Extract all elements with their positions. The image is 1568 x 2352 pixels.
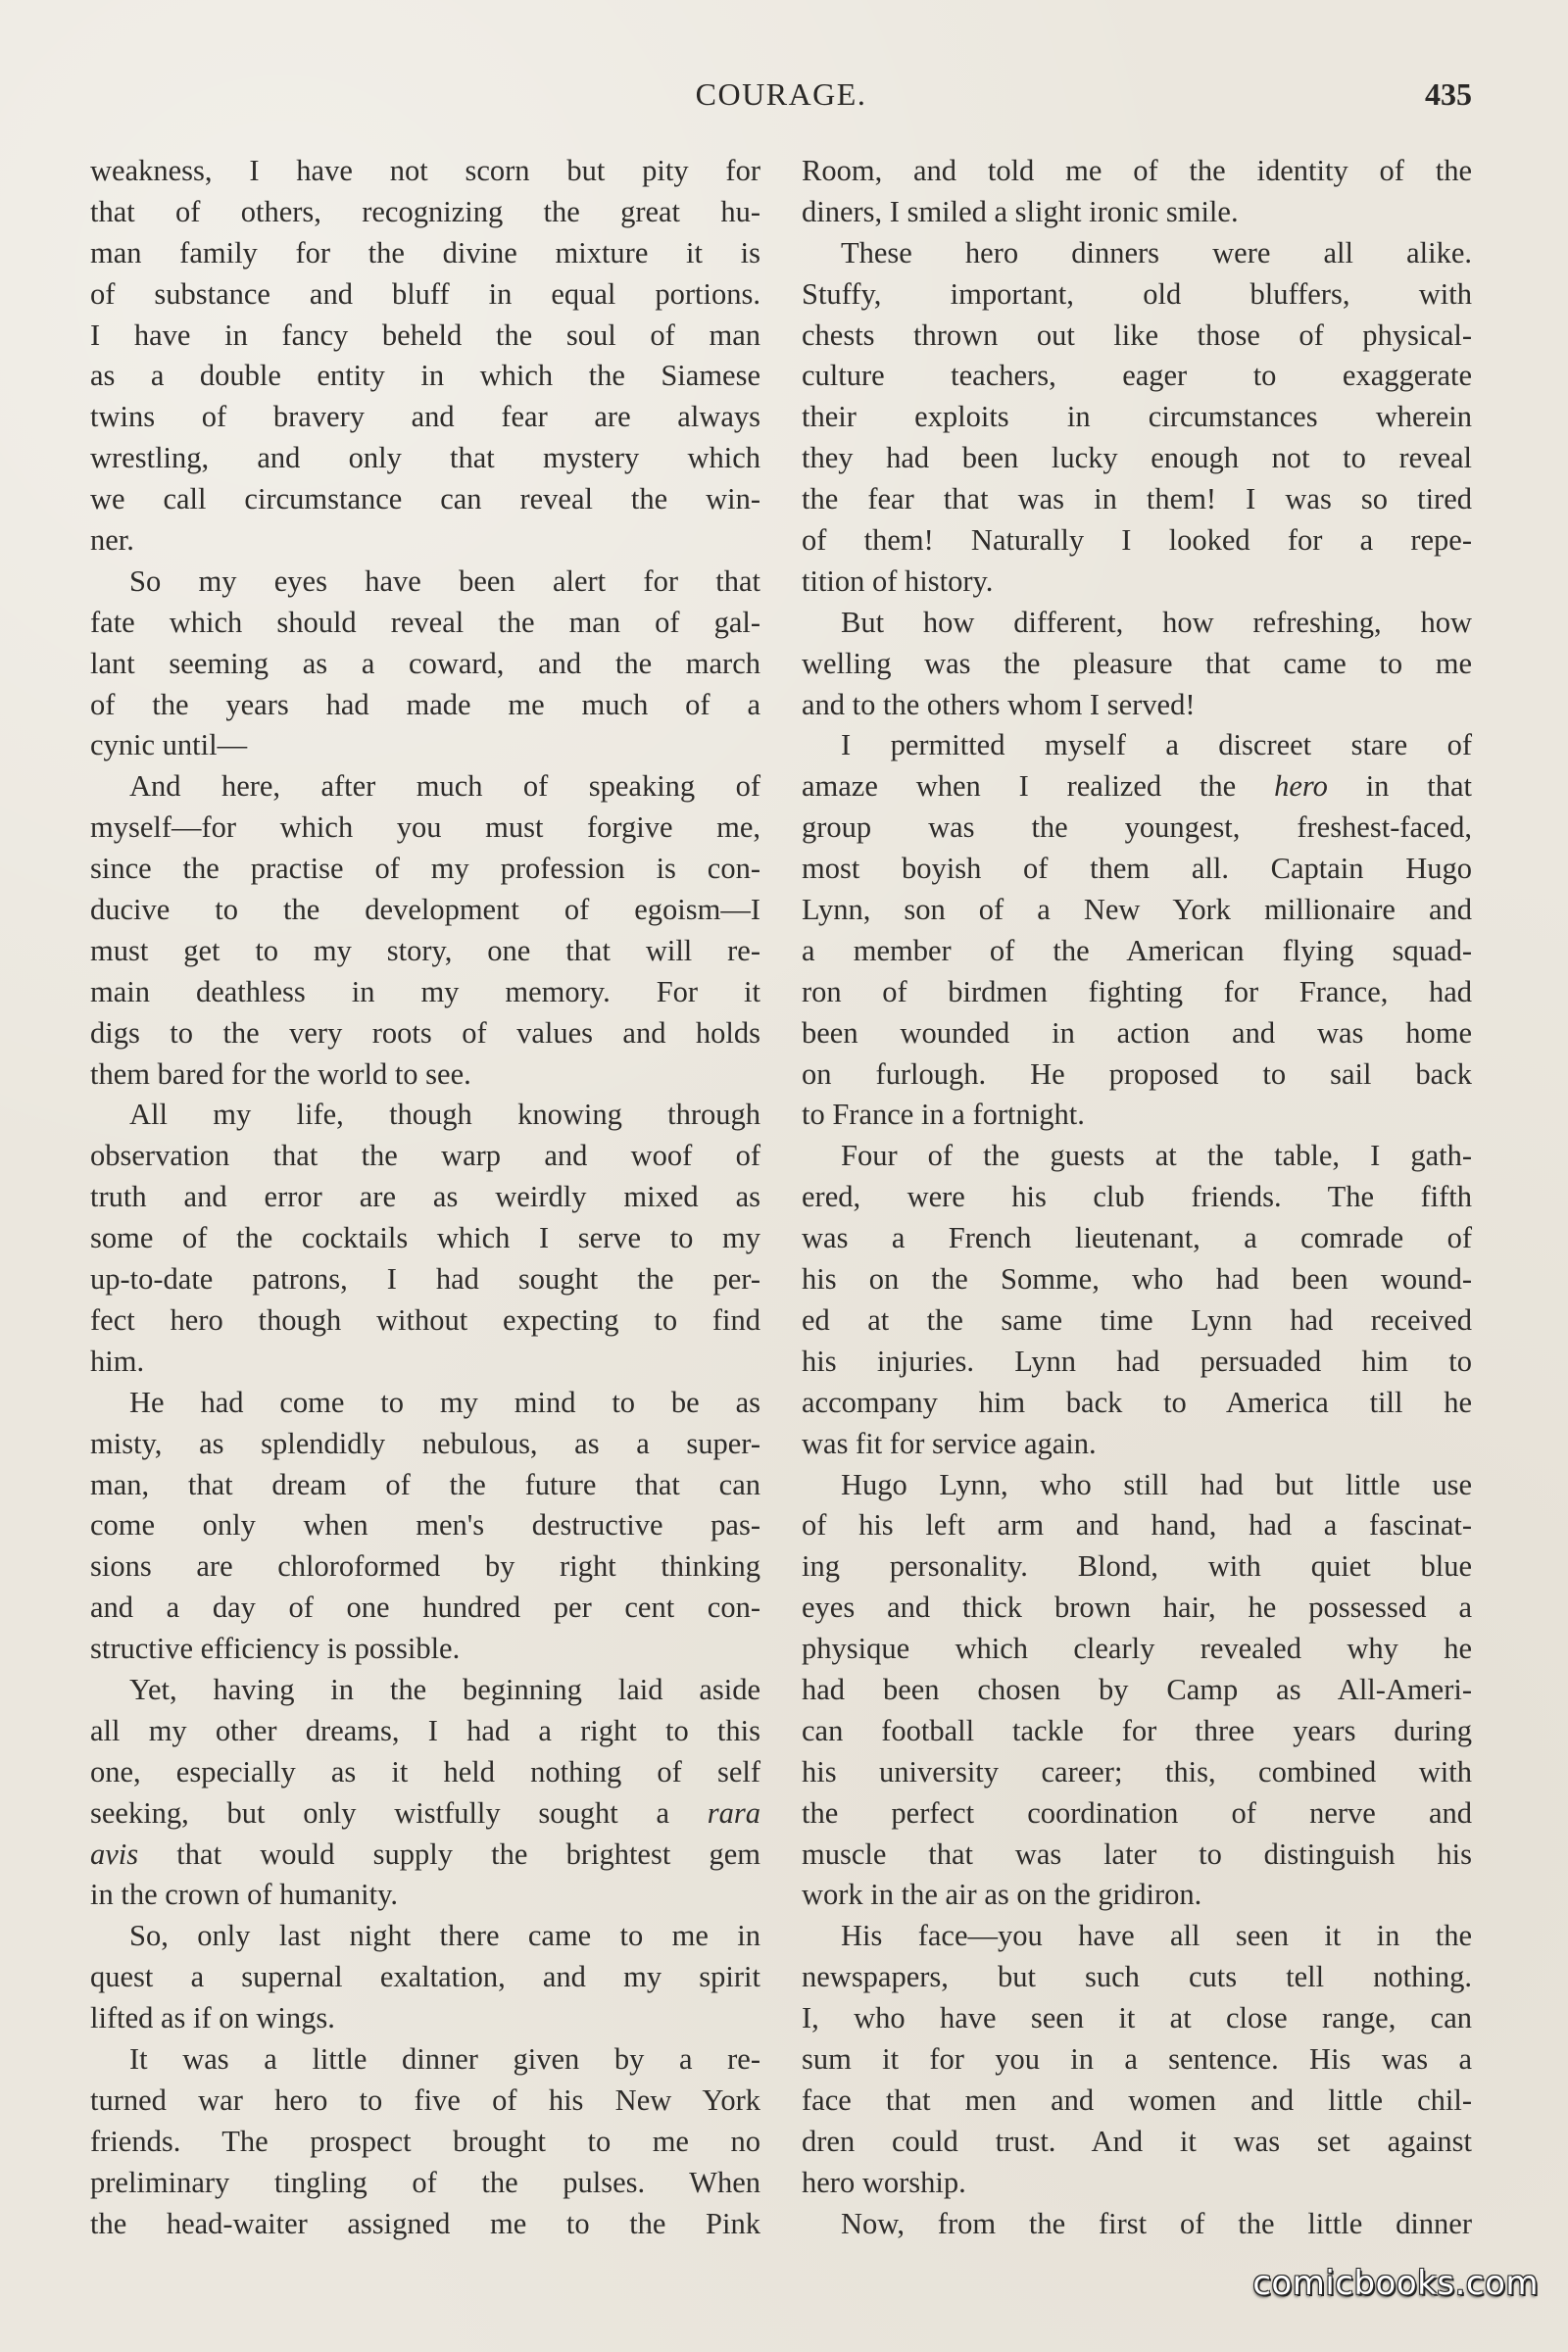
line-text: on furlough. He proposed to sail back [802,1056,1472,1091]
text-line [802,1054,1472,1096]
page-title: COURAGE. [695,76,867,112]
line-text: they had been lucky enough not to reveal [802,441,1472,475]
text-line [90,1424,760,1465]
line-text: He had come to my mind to be as [129,1385,760,1419]
text-line [802,931,1472,972]
line-text: ing personality. Blond, with quiet blue [802,1549,1472,1584]
line-text: was a French lieutenant, a comrade of [802,1221,1472,1255]
text-line [90,1957,760,1998]
text-line [802,2122,1472,2163]
line-text: twins of bravery and fear are always [90,400,760,434]
italic-word: avis [90,1837,139,1871]
text-line [90,849,760,890]
line-text: So my eyes have been alert for that [129,564,760,598]
text-line [90,274,760,316]
text-line [802,766,1472,808]
text-line [90,1835,760,1876]
line-text: ner. [90,523,134,558]
line-text: turned war hero to five of his New York [90,2082,760,2117]
line-text: his university career; this, combined with [802,1754,1472,1788]
line-text: preliminary tingling of the pulses. When [90,2165,760,2199]
line-text: Four of the guests at the table, I gath- [841,1139,1472,1173]
text-line [802,1259,1472,1300]
line-text: face that men and women and little chil- [802,2082,1472,2117]
text-line [802,644,1472,685]
line-text: But how different, how refreshing, how [841,605,1472,639]
line-text: had been chosen by Camp as All-Ameri- [802,1672,1472,1706]
line-text: his on the Somme, who had been wound- [802,1262,1472,1297]
line-text: eyes and thick brown hair, he possessed a [802,1591,1472,1625]
line-text: that would supply the brightest gem [138,1837,760,1871]
text-line [90,766,760,808]
line-text: cynic until— [90,728,248,762]
line-text: must get to my story, one that will re- [90,933,760,967]
line-text: I, who have seen it at close range, can [802,2001,1472,2035]
line-text: Yet, having in the beginning laid aside [129,1672,760,1706]
text-line [802,316,1472,357]
line-text: him. [90,1344,145,1378]
text-line [90,1136,760,1177]
text-line [90,1916,760,1957]
line-text: It was a little dinner given by a re- [129,2041,760,2076]
text-line [90,2081,760,2122]
line-text: hero worship. [802,2165,966,2199]
text-line [802,151,1472,192]
line-text: structive efficiency is possible. [90,1632,461,1666]
line-text: These hero dinners were all alike. [841,235,1472,270]
line-text: welling was the pleasure that came to me [802,646,1472,680]
text-line [90,972,760,1013]
text-line [90,1875,760,1916]
line-text: come only when men's destructive pas- [90,1508,760,1543]
text-line [802,1711,1472,1752]
text-line [90,1588,760,1629]
line-text: seeking, but only wistfully sought a [90,1795,708,1830]
text-line [90,2204,760,2245]
text-line [802,1588,1472,1629]
line-text: Lynn, son of a New York millionaire and [802,893,1472,927]
text-line [802,1383,1472,1424]
line-text: tition of history. [802,564,994,598]
line-text: accompany him back to America till he [802,1385,1472,1419]
text-line [802,1670,1472,1711]
text-line [90,808,760,849]
text-line [90,1505,760,1546]
line-text: lifted as if on wings. [90,2001,335,2035]
text-line [802,1546,1472,1588]
text-line [90,316,760,357]
line-text: Now, from the first of the little dinner [841,2206,1472,2240]
line-text: to France in a fortnight. [802,1098,1085,1132]
text-line [90,1998,760,2039]
line-text: that of others, recognizing the great hu- [90,194,760,228]
text-line [802,685,1472,726]
line-text: And here, after much of speaking of [129,769,760,804]
text-line [802,1835,1472,1876]
line-text: man family for the divine mixture it is [90,235,760,270]
line-text: and to the others whom I served! [802,687,1196,721]
line-text: wrestling, and only that mystery which [90,441,760,475]
text-line [90,1670,760,1711]
text-line [802,1095,1472,1136]
line-text: of them! Naturally I looked for a repe- [802,523,1472,558]
line-text: weakness, I have not scorn but pity for [90,154,760,187]
line-text: was fit for service again. [802,1426,1097,1460]
text-line [802,2163,1472,2204]
line-text: ed at the same time Lynn had received [802,1302,1472,1337]
line-text: muscle that was later to distinguish his [802,1837,1472,1871]
line-text: All my life, though knowing through [129,1098,760,1132]
line-text: quest a supernal exaltation, and my spirit [90,1960,760,1994]
left-column [90,151,760,2244]
line-text: a member of the American flying squad- [802,933,1472,967]
line-text: chests thrown out like those of physical- [802,318,1472,352]
text-line [802,1342,1472,1383]
line-text: fate which should reveal the man of gal- [90,605,760,639]
text-line [90,2163,760,2204]
text-line [802,479,1472,520]
line-text: culture teachers, eager to exaggerate [802,359,1472,393]
text-line [90,1629,760,1670]
text-line [90,562,760,603]
line-text: the perfect coordination of nerve and [802,1795,1472,1830]
text-line [802,2081,1472,2122]
text-line [90,1177,760,1218]
text-line [90,1342,760,1383]
line-text: ered, were his club friends. The fifth [802,1180,1472,1214]
text-line [802,520,1472,562]
line-text: work in the air as on the gridiron. [802,1878,1202,1912]
text-line [802,1177,1472,1218]
text-line [802,1752,1472,1793]
line-text: main deathless in my memory. For it [90,974,760,1008]
text-line [90,890,760,931]
line-text: can football tackle for three years during [802,1713,1472,1747]
text-line [90,397,760,438]
line-text: Hugo Lynn, who still had but little use [841,1467,1472,1501]
running-head [90,76,1472,120]
line-text: been wounded in action and was home [802,1015,1472,1050]
line-text: ron of birdmen fighting for France, had [802,974,1472,1008]
line-text: we call circumstance can reveal the win- [90,482,760,516]
text-line [90,1218,760,1259]
line-text-suffix: in that [1327,769,1473,804]
line-text: His face—you have all seen it in the [841,1919,1472,1953]
text-line [802,1793,1472,1835]
line-text: of substance and bluff in equal portions. [90,276,760,311]
line-text: some of the cocktails which I serve to my [90,1221,760,1255]
text-line [802,1998,1472,2039]
line-text: physique which clearly revealed why he [802,1632,1472,1666]
italic-word: hero [1274,769,1328,804]
text-line [802,397,1472,438]
text-line [802,1916,1472,1957]
text-line [802,2039,1472,2081]
text-line [802,1875,1472,1916]
text-line [802,1136,1472,1177]
text-line [90,1546,760,1588]
line-text: them bared for the world to see. [90,1056,471,1091]
page-number: 435 [1425,76,1472,112]
text-line [802,274,1472,316]
text-line [802,192,1472,233]
text-line [90,192,760,233]
text-line [90,479,760,520]
line-text: myself—for which you must forgive me, [90,810,760,845]
text-line [90,1259,760,1300]
text-line [90,685,760,726]
text-line [90,1752,760,1793]
line-text: misty, as splendidly nebulous, as a super- [90,1426,760,1460]
text-line [802,1957,1472,1998]
line-text: of his left arm and hand, had a fascinat- [802,1508,1472,1543]
right-column [802,151,1472,2244]
line-text: ducive to the development of egoism—I [90,893,760,927]
text-line [90,1711,760,1752]
text-line [90,1013,760,1054]
line-text: I permitted myself a discreet stare of [841,728,1472,762]
line-text: in the crown of humanity. [90,1878,398,1912]
text-line [802,233,1472,274]
line-text: as a double entity in which the Siamese [90,359,760,393]
text-line [90,151,760,192]
line-text: lant seeming as a coward, and the march [90,646,760,680]
text-line [90,1465,760,1506]
line-text: amaze when I realized the [802,769,1275,804]
line-text: digs to the very roots of values and holds [90,1015,760,1050]
line-text: up-to-date patrons, I had sought the per- [90,1262,760,1297]
line-text: one, especially as it held nothing of self [90,1754,760,1788]
text-line [90,2039,760,2081]
line-text: and a day of one hundred per cent con- [90,1591,760,1625]
line-text: newspapers, but such cuts tell nothing. [802,1960,1472,1994]
text-line [90,931,760,972]
line-text: observation that the warp and woof of [90,1139,760,1173]
text-line [802,1505,1472,1546]
text-line [90,1054,760,1096]
line-text: since the practise of my profession is con- [90,852,760,886]
text-line [802,603,1472,644]
text-line [90,1793,760,1835]
text-line [802,562,1472,603]
line-text: his injuries. Lynn had persuaded him to [802,1344,1472,1378]
text-line [90,438,760,479]
line-text: truth and error are as weirdly mixed as [90,1180,760,1214]
text-line [90,603,760,644]
line-text: sum it for you in a sentence. His was a [802,2041,1472,2076]
line-text: dren could trust. And it was set against [802,2124,1472,2158]
italic-word: rara [707,1795,760,1830]
line-text: So, only last night there came to me in [129,1919,760,1953]
line-text: diners, I smiled a slight ironic smile. [802,194,1239,228]
line-text: man, that dream of the future that can [90,1467,760,1501]
line-text: of the years had made me much of a [90,687,760,721]
text-line [802,890,1472,931]
line-text: the head-waiter assigned me to the Pink [90,2206,760,2240]
text-line [802,1465,1472,1506]
text-line [802,1013,1472,1054]
text-line [90,356,760,397]
text-line [90,1383,760,1424]
text-line [802,972,1472,1013]
line-text: fect hero though without expecting to find [90,1302,760,1337]
line-text: I have in fancy beheld the soul of man [90,318,760,352]
text-line [90,644,760,685]
watermark: comicbooks.com [1252,2264,1539,2303]
text-line [802,356,1472,397]
text-line [802,1300,1472,1342]
text-line [802,808,1472,849]
text-line [90,1300,760,1342]
text-line [802,1424,1472,1465]
line-text: sions are chloroformed by right thinking [90,1549,760,1584]
text-line [90,233,760,274]
line-text: all my other dreams, I had a right to this [90,1713,760,1747]
line-text: the fear that was in them! I was so tired [802,482,1472,516]
text-line [802,1629,1472,1670]
text-line [802,438,1472,479]
text-line [802,1218,1472,1259]
line-text: friends. The prospect brought to me no [90,2124,760,2158]
line-text: Room, and told me of the identity of the [802,154,1472,187]
line-text: group was the youngest, freshest-faced, [802,810,1472,845]
text-line [90,1095,760,1136]
text-line [802,2204,1472,2245]
text-line [90,2122,760,2163]
line-text: Stuffy, important, old bluffers, with [802,276,1472,311]
line-text: their exploits in circumstances wherein [802,400,1472,434]
text-line [802,849,1472,890]
text-line [90,520,760,562]
line-text: most boyish of them all. Captain Hugo [802,852,1472,886]
text-line [802,725,1472,766]
text-line [90,725,760,766]
